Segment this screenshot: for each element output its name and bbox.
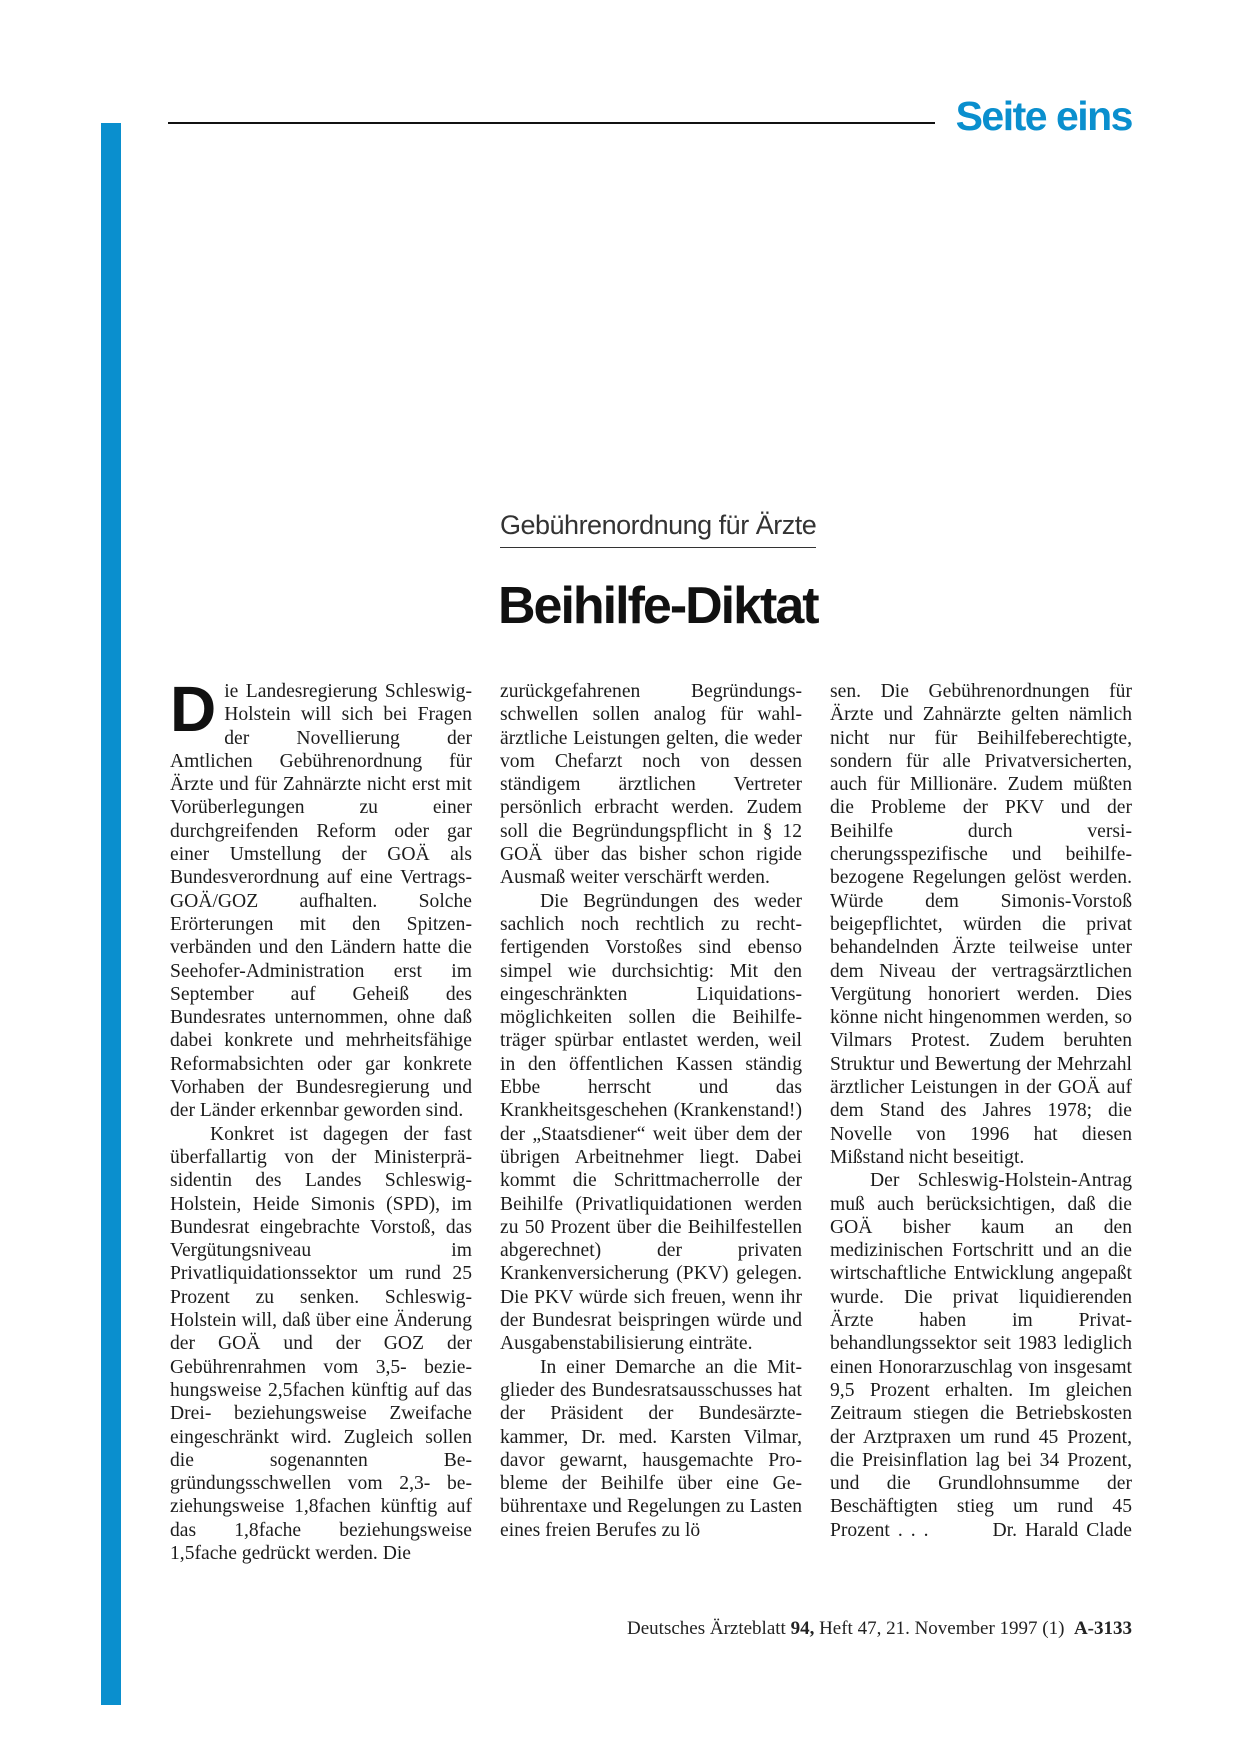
paragraph: Die Begründungen des weder sachlich noch rechtlich zu rechtfertigenden Vorstoßes sind ebenso simpel wie durchsichtig: Mit den eingeschränkten Liquidationsmöglichkeiten sollen die Beihilfeträger spürbar entlastet werden, weil in den öffentlichen Kassen ständig Ebbe herrscht und das Krankheitsgeschehen (Krankenstand!) der „Staatsdiener“ weit über dem der übrigen Arbeitnehmer liegt. Dabei kommt die Schrittmacherrolle der Beihilfe (Privatliquidationen werden zu 50 Prozent über die Beihilfestellen abgerechnet) der privaten Krankenversicherung (PKV) gelegen. Die PKV würde sich freuen, wenn ihr der Bundesrat beispringen würde und Ausgabenstabilisierung einträte. [500, 890, 802, 1355]
header-rule [168, 122, 935, 124]
column-3 [830, 680, 1132, 1542]
journal-name: Deutsches Ärzteblatt [627, 1618, 786, 1639]
paragraph-text: ie Landesregierung Schleswig-Holstein will sich bei Fragen der Novellierung der Amtlichen Gebührenordnung für Ärzte und für Zahnärzte nicht erst mit Vorüberlegungen zu einer durchgreifenden Reform oder gar einer Umstellung der GOÄ als Bundesverordnung auf eine Vertrags-GOÄ/GOZ aufhalten. Solche Erörterungen mit den Spitzenverbänden und den Ländern hatte die Seehofer-Administration erst im September auf Geheiß des Bundesrates unternommen, ohne daß dabei konkrete und mehrheitsfähige Reformabsichten oder gar konkrete Vorhaben der Bundesregierung und der Länder erkennbar geworden sind. [170, 681, 472, 1122]
drop-cap: D [170, 673, 217, 745]
article-kicker: Gebührenordnung für Ärzte [500, 510, 816, 548]
author-name: Dr. Harald Clade [992, 1519, 1133, 1541]
page-number: A-3133 [1073, 1618, 1132, 1639]
article-headline: Beihilfe-Diktat [498, 577, 818, 635]
paragraph: In einer Demarche an die Mitglieder des Bundesratsausschusses hat der Präsident der Bundesärztekammer, Dr. med. Karsten Vilmar, davor gewarnt, hausgemachte Probleme der Beihilfe über eine Gebührentaxe und Regelungen zu Lasten eines freien Berufes zu lö [500, 1356, 802, 1541]
accent-bar [101, 123, 121, 1705]
page-footer [627, 1618, 1132, 1640]
column-2 [500, 680, 802, 1542]
paragraph: zurückgefahrenen Begründungsschwellen sollen analog für wahlärztliche Leistungen gelten, die weder vom Chefarzt noch von dessen ständigem ärztlichen Vertreter persönlich erbracht werden. Zudem soll die Begründungspflicht in § 12 GOÄ über das bisher schon rigide Ausmaß weiter verschärft werden. [500, 681, 802, 889]
paragraph [830, 1169, 1132, 1542]
paragraph: sen. Die Gebührenordnungen für Ärzte und Zahnärzte gelten nämlich nicht nur für Beihilfeberechtigte, sondern für alle Privatversicherten, auch für Millionäre. Zudem müßten die Probleme der PKV und der Beihilfe durch versicherungsspezifische und beihilfebezogene Regelungen gelöst werden. Würde dem Simonis-Vorstoß beigepflichtet, würden die privat behandelnden Ärzte teilweise unter dem Niveau der vertragsärztlichen Vergütung honoriert werden. Dies könne nicht hingenommen werden, so Vilmars Protest. Zudem beruhten Struktur und Bewertung der Mehrzahl ärztlicher Leistungen in der GOÄ auf dem Stand des Jahres 1978; die Novelle von 1996 hat diesen Mißstand nicht beseitigt. [830, 681, 1133, 1168]
section-title: Seite eins [955, 93, 1132, 139]
paragraph-text: Der Schleswig-Holstein-Antrag muß auch berücksichtigen, daß die GOÄ bisher kaum an den medizinischen Fortschritt und an die wirtschaftliche Entwicklung angepaßt wurde. Die privat liquidierenden Ärzte haben im Privatbehandlungssektor seit 1983 lediglich einen Honorarzuschlag von insgesamt 9,5 Prozent erhalten. Im gleichen Zeitraum stiegen die Betriebskosten der Arztpraxen um rund 45 Prozent, die Preisinflation lag bei 34 Prozent, und die Grundlohnsumme der Beschäftigten stieg um rund 45 Prozent . . . [830, 1170, 1132, 1541]
paragraph [170, 673, 472, 1123]
journal-issue: Heft 47, 21. November 1997 (1) [819, 1618, 1065, 1639]
column-1 [170, 673, 472, 1565]
journal-volume: 94, [790, 1618, 815, 1639]
paragraph: Konkret ist dagegen der fast überfallartig von der Ministerpräsidentin des Landes Schleswig-Holstein, Heide Simonis (SPD), im Bundesrat eingebrachte Vorstoß, das Vergütungsniveau im Privatliquidationssektor um rund 25 Prozent zu senken. Schleswig-Holstein will, daß über eine Änderung der GOÄ und der GOZ der Gebührenrahmen vom 3,5- beziehungsweise 2,5fachen künftig auf das Drei- beziehungsweise Zweifache eingeschränkt wird. Zugleich sollen die sogenannten Begründungsschwellen vom 2,3- beziehungsweise 1,8fachen künftig auf das 1,8fache beziehungsweise 1,5fache gedrückt werden. Die [170, 1123, 472, 1564]
